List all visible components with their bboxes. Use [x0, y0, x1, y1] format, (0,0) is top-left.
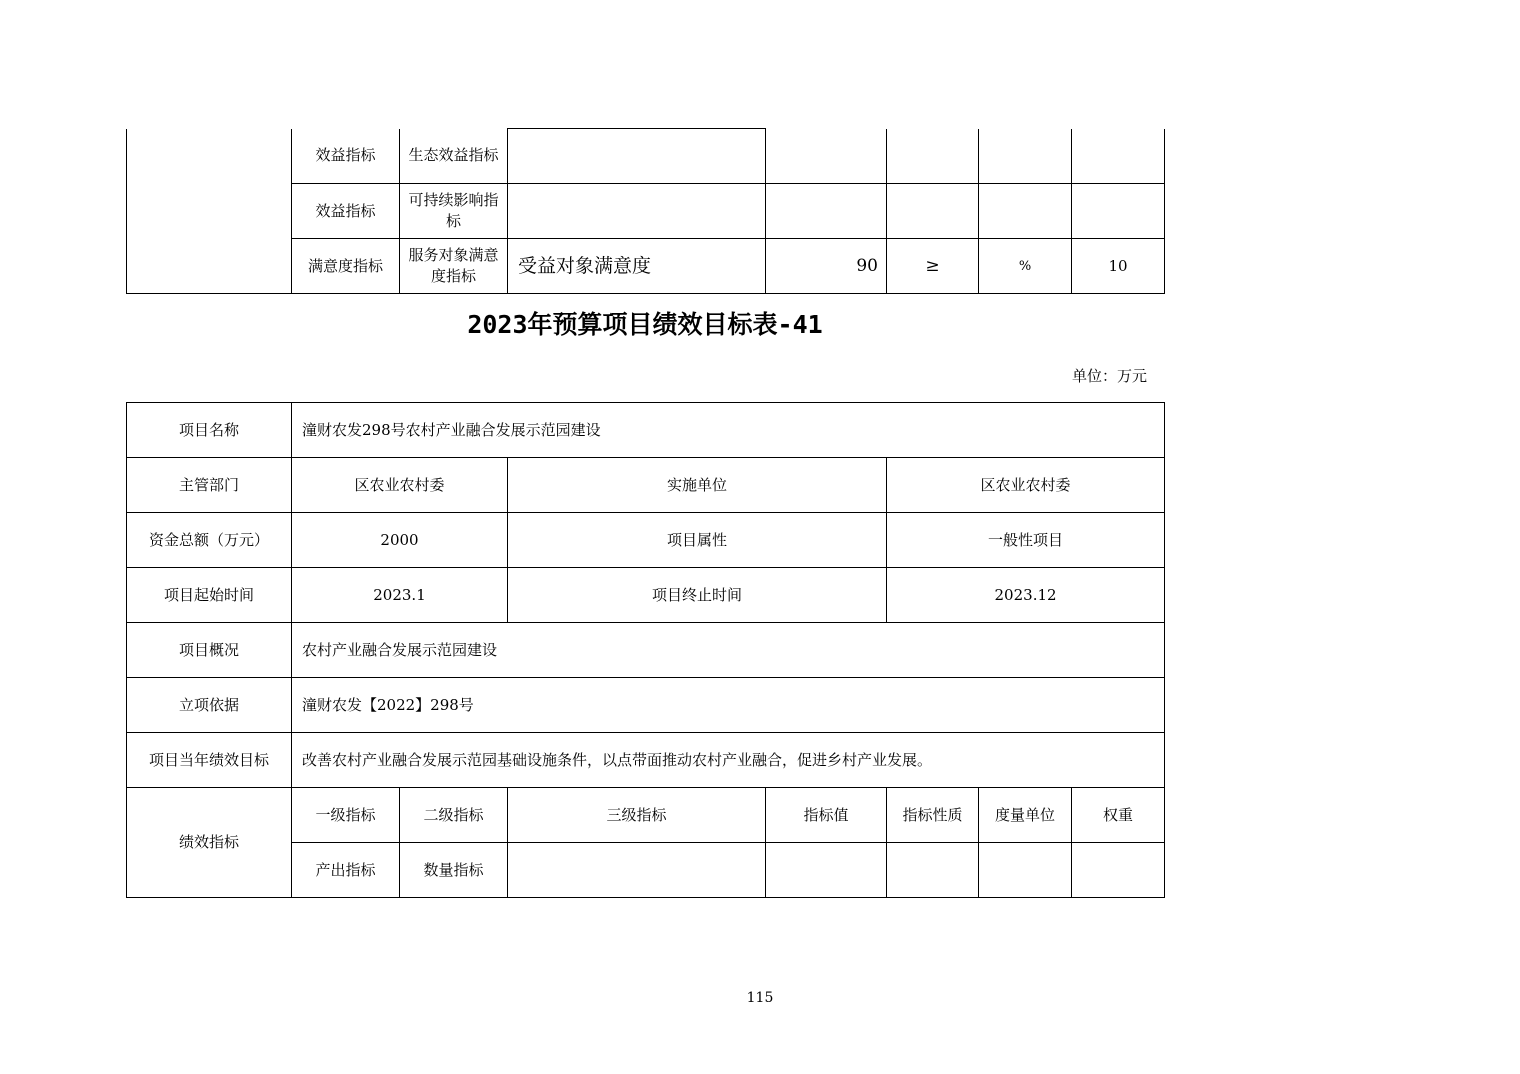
nature-cell — [887, 843, 979, 898]
value-cell — [766, 184, 887, 239]
weight-cell — [1072, 129, 1165, 184]
impl-value: 区农业农村委 — [887, 458, 1165, 513]
level1-cell: 产出指标 — [292, 843, 400, 898]
level3-cell — [508, 843, 766, 898]
start-value: 2023.1 — [292, 568, 508, 623]
end-value: 2023.12 — [887, 568, 1165, 623]
level2-cell: 服务对象满意度指标 — [400, 239, 508, 294]
unit-label: 单位：万元 — [1072, 367, 1148, 385]
value-cell: 90 — [766, 239, 887, 294]
value-cell — [766, 843, 887, 898]
start-label: 项目起始时间 — [127, 568, 292, 623]
level1-cell: 效益指标 — [292, 129, 400, 184]
dept-label: 主管部门 — [127, 458, 292, 513]
table-row — [127, 678, 1165, 733]
basis-label: 立项依据 — [127, 678, 292, 733]
indicator-label-cell — [127, 129, 292, 294]
table-row — [127, 458, 1165, 513]
goal-label: 项目当年绩效目标 — [127, 733, 292, 788]
project-name-label: 项目名称 — [127, 403, 292, 458]
table-row — [127, 788, 1165, 843]
header-weight: 权重 — [1072, 788, 1165, 843]
header-value: 指标值 — [766, 788, 887, 843]
header-unit: 度量单位 — [979, 788, 1072, 843]
indicator-table-continued — [126, 128, 1165, 294]
amount-label: 资金总额（万元） — [127, 513, 292, 568]
header-level3: 三级指标 — [508, 788, 766, 843]
unit-cell — [979, 129, 1072, 184]
attr-label: 项目属性 — [508, 513, 887, 568]
table-row — [127, 733, 1165, 788]
amount-value: 2000 — [292, 513, 508, 568]
table-row — [127, 623, 1165, 678]
level1-cell: 效益指标 — [292, 184, 400, 239]
end-label: 项目终止时间 — [508, 568, 887, 623]
level3-cell — [508, 129, 766, 184]
table-row — [127, 568, 1165, 623]
level2-cell: 生态效益指标 — [400, 129, 508, 184]
header-level2: 二级指标 — [400, 788, 508, 843]
nature-cell — [887, 184, 979, 239]
weight-cell — [1072, 184, 1165, 239]
nature-cell — [887, 129, 979, 184]
unit-cell: % — [979, 239, 1072, 294]
table-row — [127, 129, 1165, 184]
attr-value: 一般性项目 — [887, 513, 1165, 568]
header-nature: 指标性质 — [887, 788, 979, 843]
nature-cell: ≥ — [887, 239, 979, 294]
overview-label: 项目概况 — [127, 623, 292, 678]
impl-label: 实施单位 — [508, 458, 887, 513]
level2-cell: 可持续影响指标 — [400, 184, 508, 239]
overview-value: 农村产业融合发展示范园建设 — [292, 623, 1165, 678]
perf-label: 绩效指标 — [127, 788, 292, 898]
weight-cell: 10 — [1072, 239, 1165, 294]
dept-value: 区农业农村委 — [292, 458, 508, 513]
goal-value: 改善农村产业融合发展示范园基础设施条件，以点带面推动农村产业融合，促进乡村产业发展。 — [292, 733, 1165, 788]
unit-cell — [979, 184, 1072, 239]
value-cell — [766, 129, 887, 184]
level2-cell: 数量指标 — [400, 843, 508, 898]
table-row — [127, 403, 1165, 458]
performance-target-table — [126, 402, 1165, 898]
basis-value: 潼财农发【2022】298号 — [292, 678, 1165, 733]
unit-cell — [979, 843, 1072, 898]
page-title: 2023年预算项目绩效目标表-41 — [467, 310, 823, 339]
header-level1: 一级指标 — [292, 788, 400, 843]
level3-cell: 受益对象满意度 — [508, 239, 766, 294]
page-number: 115 — [746, 990, 774, 1006]
table-row — [127, 513, 1165, 568]
project-name-value: 潼财农发298号农村产业融合发展示范园建设 — [292, 403, 1165, 458]
weight-cell — [1072, 843, 1165, 898]
level3-cell — [508, 184, 766, 239]
level1-cell: 满意度指标 — [292, 239, 400, 294]
